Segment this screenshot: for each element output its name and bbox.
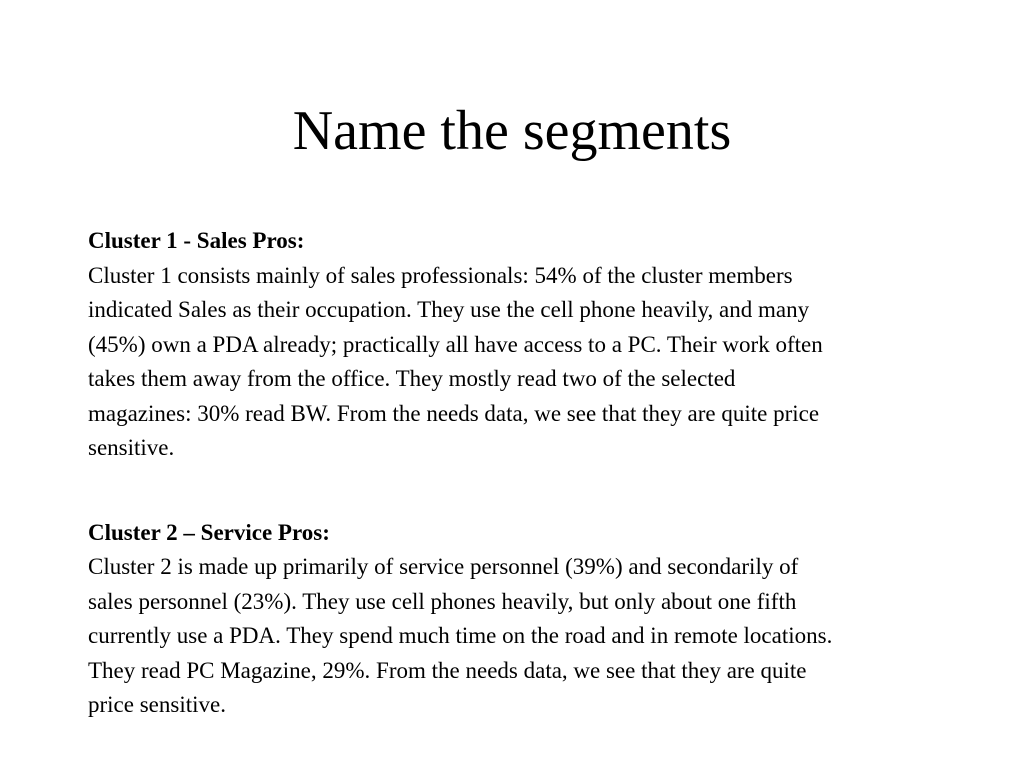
- cluster-2-line-2: sales personnel (23%). They use cell phones heavily, but only about one fifth: [88, 588, 797, 614]
- cluster-1-block: [88, 224, 1016, 466]
- cluster-1-line-6: sensitive.: [88, 435, 175, 460]
- cluster-1-line-2: indicated Sales as their occupation. They use the cell phone heavily, and many: [88, 297, 810, 322]
- slide-body: [88, 224, 1016, 723]
- slide-title: Name the segments: [292, 100, 732, 162]
- cluster-2-line-5: price sensitive.: [88, 692, 226, 717]
- cluster-1-line-4: takes them away from the office. They mostly read two of the selected: [88, 366, 736, 391]
- cluster-1-line-5: magazines: 30% read BW. From the needs data, we see that they are quite price: [88, 400, 820, 426]
- cluster-2-heading: Cluster 2 – Service Pros:: [88, 519, 330, 545]
- cluster-2-block: [88, 516, 1016, 723]
- cluster-1-line-1: Cluster 1 consists mainly of sales professionals: 54% of the cluster members: [88, 262, 793, 288]
- cluster-1-line-3: (45%) own a PDA already; practically all have access to a PC. Their work often: [88, 331, 823, 357]
- cluster-1-heading: Cluster 1 - Sales Pros:: [88, 228, 305, 253]
- cluster-2-line-4: They read PC Magazine, 29%. From the needs data, we see that they are quite: [88, 657, 807, 683]
- cluster-2-line-3: currently use a PDA. They spend much time on the road and in remote locations.: [88, 623, 833, 648]
- cluster-2-line-1: Cluster 2 is made up primarily of service personnel (39%) and secondarily of: [88, 554, 799, 579]
